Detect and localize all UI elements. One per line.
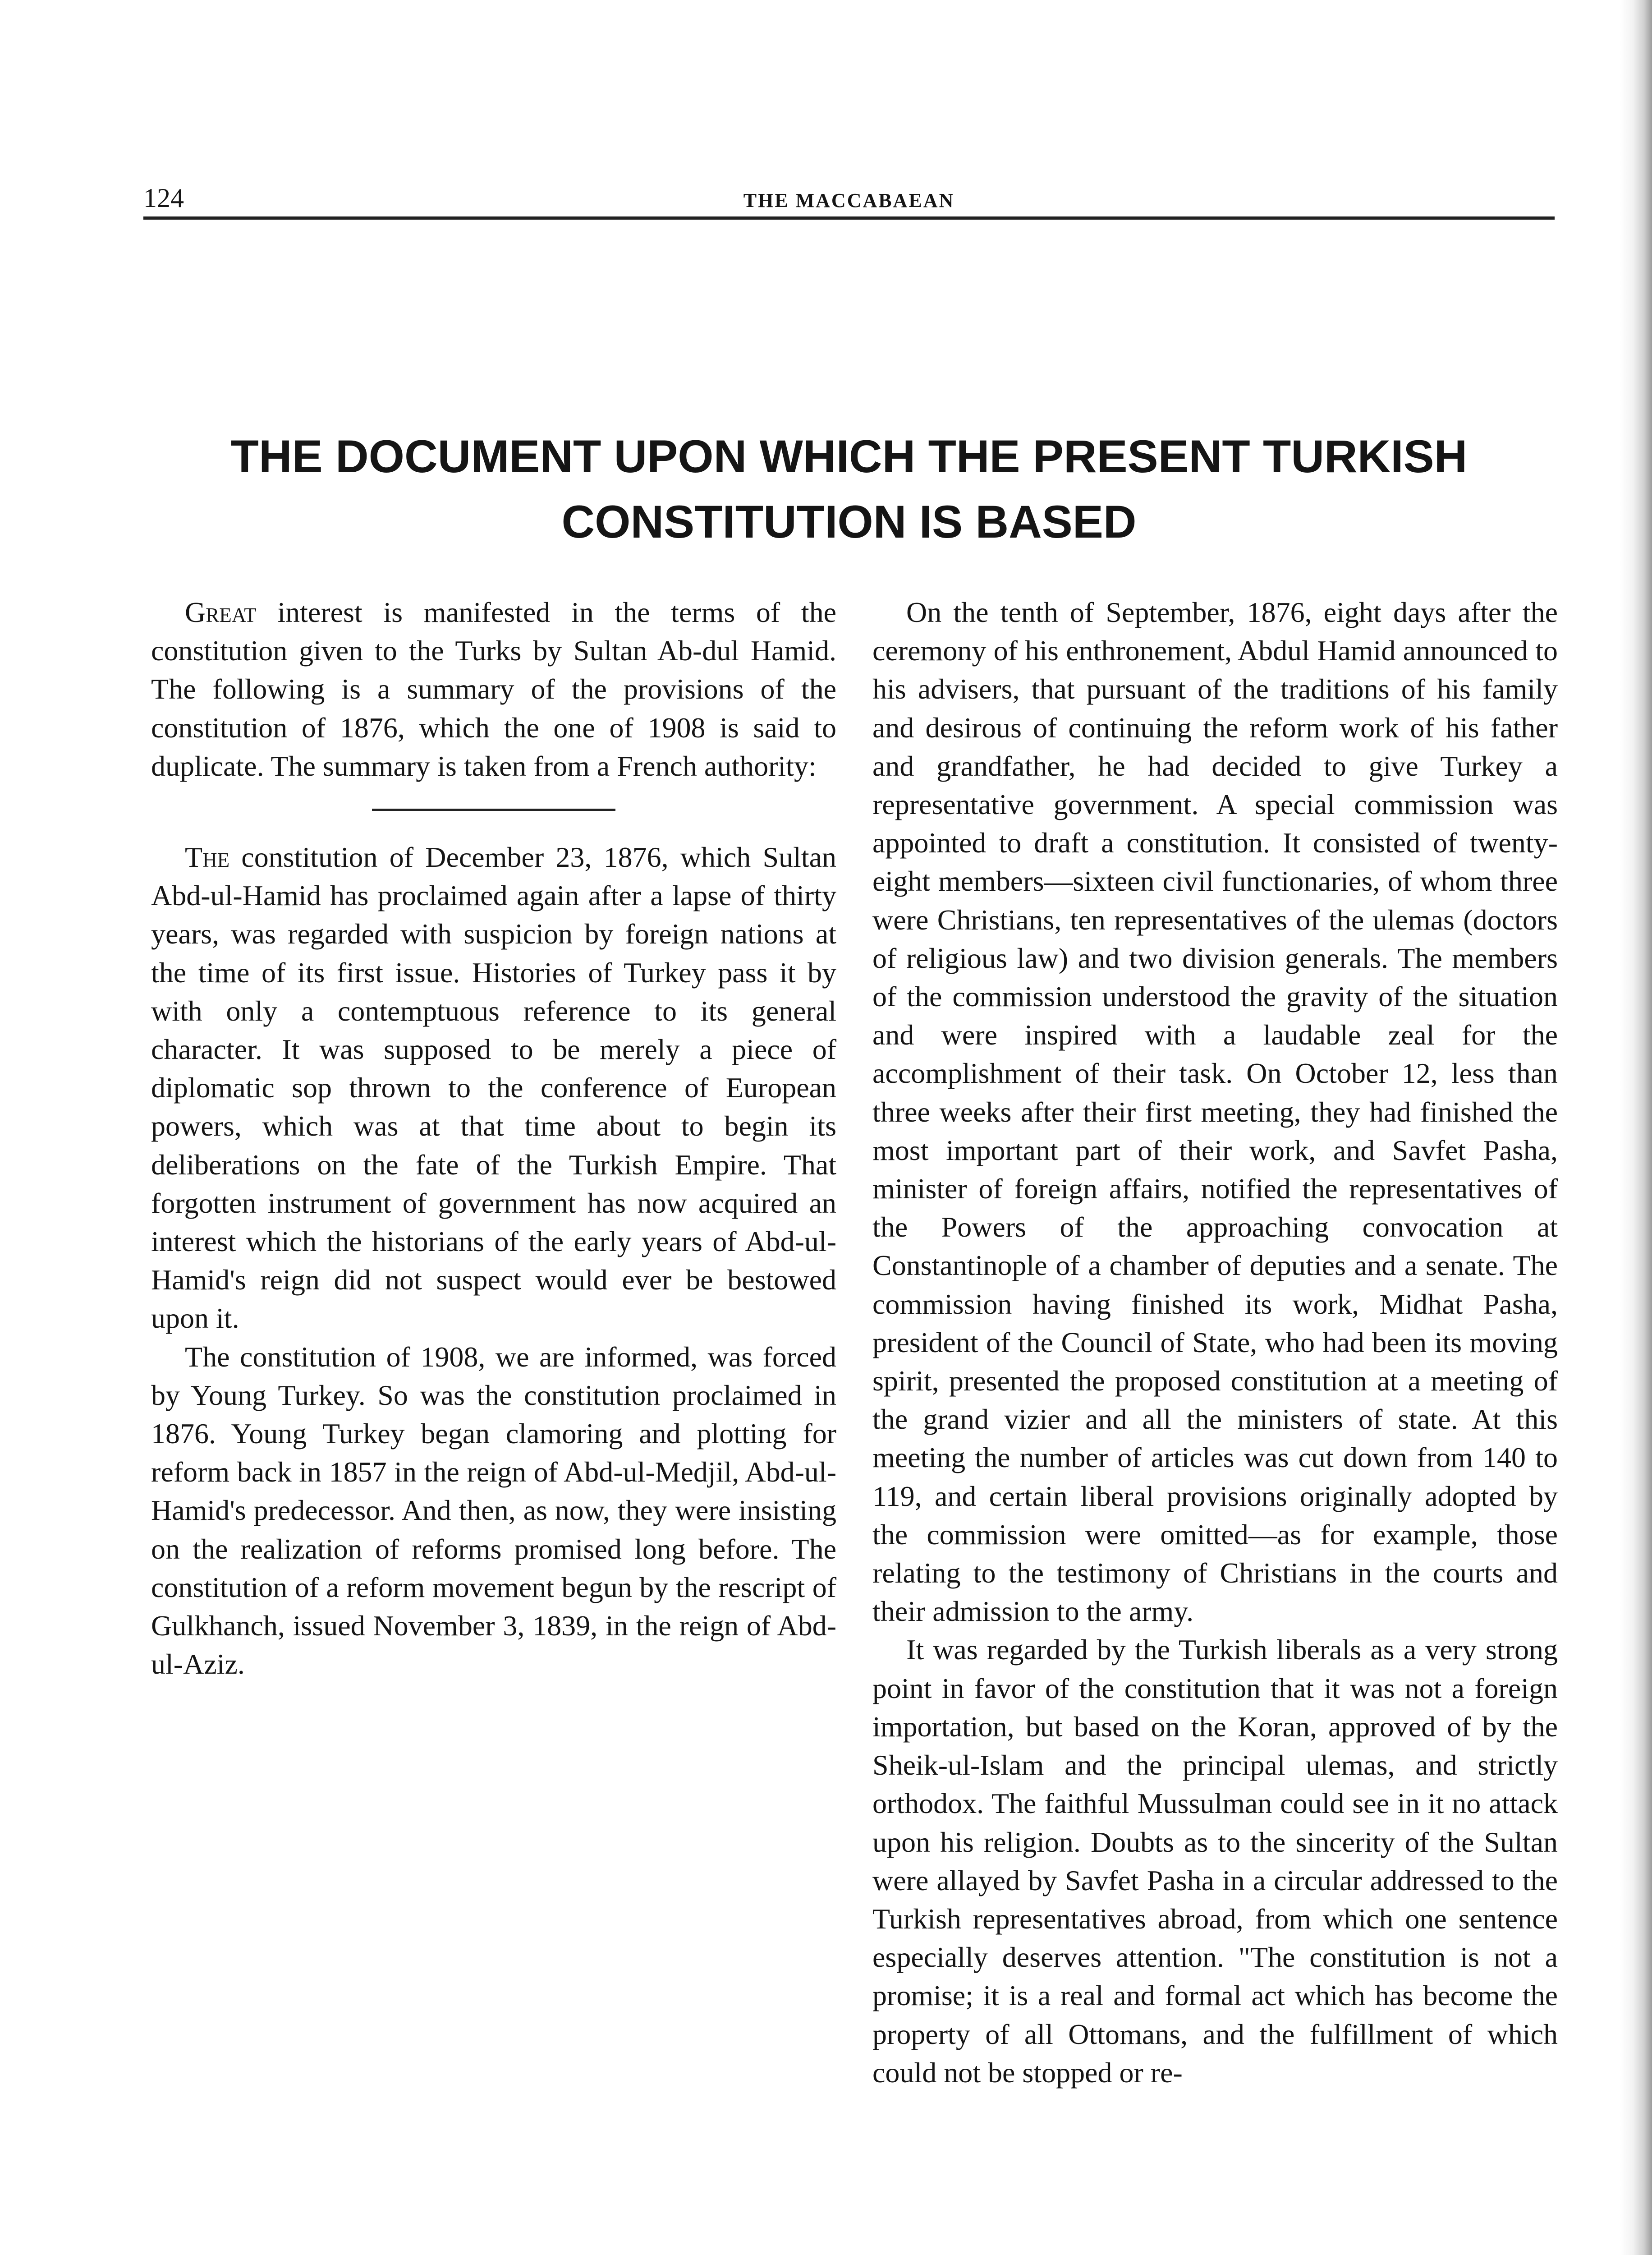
body-paragraph-4: It was regarded by the Turkish liberals as a very strong point in favor of the constitution that it was not a foreign importation, but based on the Koran, approved of by the Sheik-ul-Islam and the principal ulemas, and strictly orthodox. The faithful Mussulman could see in it no attack upon his religion. Doubts as to the sincerity of the Sultan were allayed by Savfet Pasha in a circular addressed to the Turkish representatives abroad, from which one sentence especially deserves attention. "The constitution is not a promise; it is a real and formal act which has become the property of all Ottomans, and the fulfillment of which could not be stopped or re- — [872, 1634, 1558, 2089]
paragraph-1-text: constitution of December 23, 1876, which Sultan Abd-ul-Hamid has proclaimed again after a lapse of thirty years, was regarded with suspicion by foreign nations at the time of its first issue. Histories of Turkey pass it by with only a contemptuous reference to its general character. It was supposed to be merely a piece of diplomatic sop thrown to the conference of European powers, which was at that time about to begin its deliberations on the fate of the Turkish Empire. That forgotten instrument of government has now acquired an interest which the historians of the early years of Abd-ul-Hamid's reign did not suspect would ever be bestowed upon it. — [151, 841, 836, 1335]
body-paragraph-1 — [151, 838, 836, 1338]
page-number: 124 — [143, 183, 184, 213]
page-edge-shadow — [1620, 0, 1652, 2255]
intro-paragraph — [151, 593, 836, 785]
body-paragraph-3: On the tenth of September, 1876, eight days after the ceremony of his enthronement, Abdul Hamid announced to his advisers, that pursuant of the traditions of his family and desirous of continuing the reform work of his father and grandfather, he had decided to give Turkey a representative government. A special commission was appointed to draft a constitution. It consisted of twenty-eight members—sixteen civil functionaries, of whom three were Christians, ten representatives of the ulemas (doctors of religious law) and two division generals. The members of the commission understood the gravity of the situation and were inspired with a laudable zeal for the accomplishment of their task. On October 12, less than three weeks after their first meeting, they had finished the most important part of their work, and Savfet Pasha, minister of foreign affairs, notified the representatives of the Powers of the approaching convocation at Constantinople of a chamber of deputies and a senate. The commission having finished its work, Midhat Pasha, president of the Council of State, who had been its moving spirit, presented the proposed constitution at a meeting of the grand vizier and all the ministers of state. At this meeting the number of articles was cut down from 140 to 119, and certain liberal provisions originally adopted by the commission were omitted—as for example, those relating to the testimony of Christians in the courts and their admission to the army. — [872, 596, 1558, 1628]
article-title: THE DOCUMENT UPON WHICH THE PRESENT TURKISH CONSTITUTION IS BASED — [230, 431, 1468, 548]
page-header — [143, 183, 1555, 219]
running-head: THE MACCABAEAN — [743, 189, 955, 212]
paragraph-1-lead-word: The — [185, 841, 230, 874]
body-paragraph-2: The constitution of 1908, we are informed, was forced by Young Turkey. So was the constitution proclaimed in 1876. Young Turkey began clamoring and plotting for reform back in 1857 in the reign of Abd-ul-Medjil, Abd-ul-Hamid's predecessor. And then, as now, they were insisting on the realization of reforms promised long before. The constitution of a reform movement begun by the rescript of Gulkhanch, issued November 3, 1839, in the reign of Abd-ul-Aziz. — [151, 1340, 836, 1680]
intro-text: interest is manifested in the terms of the constitution given to the Turks by Sultan Ab-dul Hamid. The following is a summary of the provisions of the constitution of 1876, which the one of 1908 is said to duplicate. The summary is taken from a French authority: — [151, 596, 836, 782]
intro-lead-word: Great — [185, 596, 257, 628]
text-column-right — [872, 593, 1558, 2092]
text-column-left — [151, 593, 836, 1683]
header-rule — [143, 216, 1555, 220]
section-divider — [372, 809, 615, 811]
